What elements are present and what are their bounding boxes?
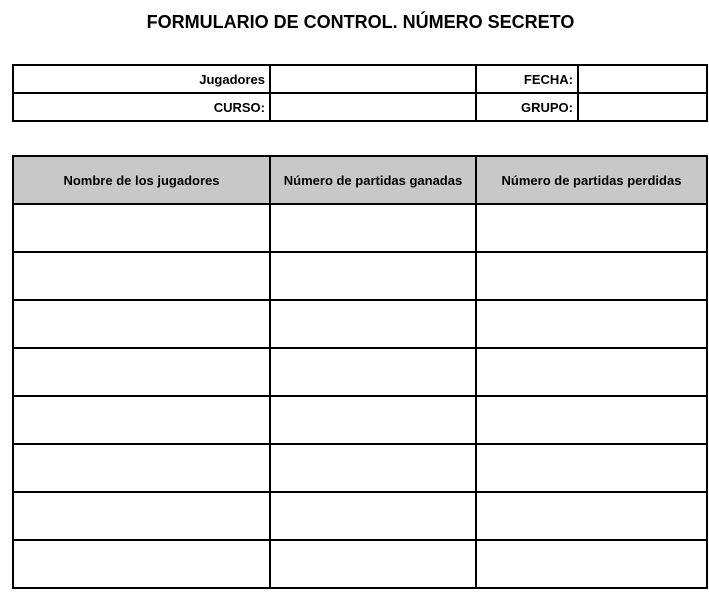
curso-label: CURSO: <box>13 93 270 121</box>
player-name-cell[interactable] <box>13 540 270 588</box>
player-name-cell[interactable] <box>13 300 270 348</box>
grupo-label: GRUPO: <box>476 93 578 121</box>
games-lost-cell[interactable] <box>476 444 707 492</box>
player-name-cell[interactable] <box>13 204 270 252</box>
player-name-cell[interactable] <box>13 348 270 396</box>
games-lost-cell[interactable] <box>476 204 707 252</box>
column-header-games-won: Número de partidas ganadas <box>270 156 476 204</box>
fecha-label: FECHA: <box>476 65 578 93</box>
table-row <box>13 252 707 300</box>
games-won-cell[interactable] <box>270 540 476 588</box>
table-row <box>13 444 707 492</box>
table-row <box>13 300 707 348</box>
games-won-cell[interactable] <box>270 300 476 348</box>
table-row <box>13 492 707 540</box>
curso-field[interactable] <box>270 93 476 121</box>
games-won-cell[interactable] <box>270 204 476 252</box>
info-row <box>13 65 707 93</box>
column-header-games-lost: Número de partidas perdidas <box>476 156 707 204</box>
games-lost-cell[interactable] <box>476 252 707 300</box>
table-row <box>13 348 707 396</box>
games-lost-cell[interactable] <box>476 348 707 396</box>
players-table <box>12 155 708 589</box>
column-header-player-name: Nombre de los jugadores <box>13 156 270 204</box>
games-lost-cell[interactable] <box>476 300 707 348</box>
games-lost-cell[interactable] <box>476 540 707 588</box>
table-header-row <box>13 156 707 204</box>
games-lost-cell[interactable] <box>476 396 707 444</box>
player-name-cell[interactable] <box>13 396 270 444</box>
jugadores-label: Jugadores <box>13 65 270 93</box>
games-won-cell[interactable] <box>270 396 476 444</box>
grupo-field[interactable] <box>578 93 707 121</box>
fecha-field[interactable] <box>578 65 707 93</box>
games-won-cell[interactable] <box>270 444 476 492</box>
jugadores-field[interactable] <box>270 65 476 93</box>
games-won-cell[interactable] <box>270 492 476 540</box>
page-title: FORMULARIO DE CONTROL. NÚMERO SECRETO <box>146 12 575 32</box>
info-row <box>13 93 707 121</box>
table-row <box>13 396 707 444</box>
table-row <box>13 204 707 252</box>
games-won-cell[interactable] <box>270 348 476 396</box>
table-row <box>13 540 707 588</box>
player-name-cell[interactable] <box>13 444 270 492</box>
player-name-cell[interactable] <box>13 252 270 300</box>
player-name-cell[interactable] <box>13 492 270 540</box>
games-lost-cell[interactable] <box>476 492 707 540</box>
games-won-cell[interactable] <box>270 252 476 300</box>
info-table <box>12 64 708 122</box>
